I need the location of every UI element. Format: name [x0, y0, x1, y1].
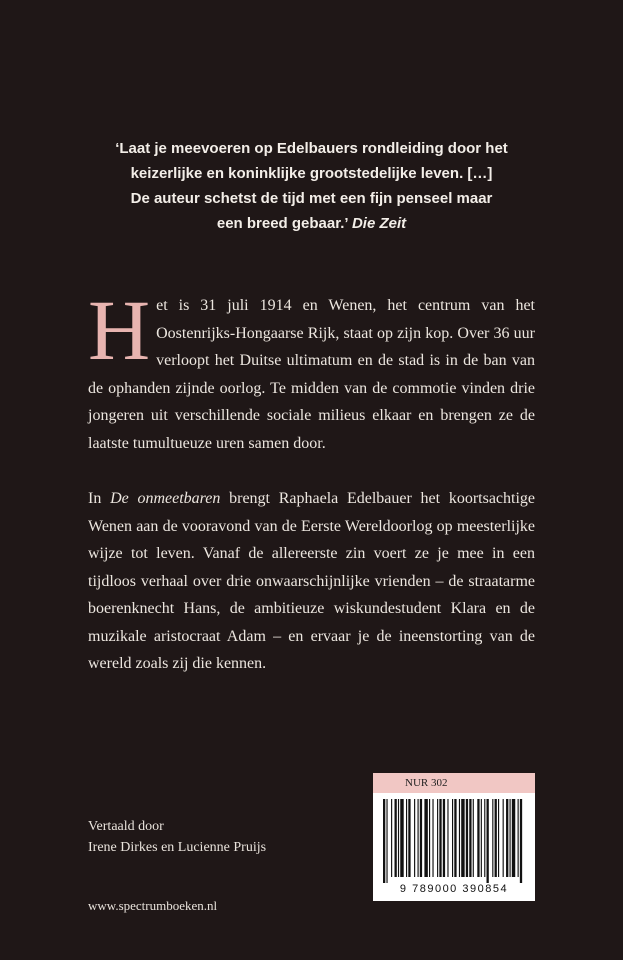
- quote-line: [100, 211, 523, 236]
- quote-line: ‘Laat je meevoeren op Edelbauers rondleiding door het: [115, 140, 508, 157]
- book-title: De onmeetbaren: [110, 490, 221, 507]
- blurb-paragraph-1: [88, 282, 535, 457]
- quote-line: De auteur schetst de tijd met een fijn penseel maar: [130, 190, 493, 207]
- drop-cap: H: [88, 282, 151, 378]
- paragraph-text: [88, 485, 535, 678]
- blurb: [88, 282, 536, 678]
- quote-line: keizerlijke en koninklijke grootstedelijke leven. […]: [130, 165, 493, 182]
- publisher-website: www.spectrumboeken.nl: [88, 898, 218, 913]
- barcode-icon: [381, 799, 527, 883]
- translator-names: Irene Dirkes en Lucienne Pruijs: [88, 840, 267, 855]
- translator-credits: [88, 816, 266, 858]
- blurb-paragraph-2: [88, 485, 535, 678]
- credits-label: Vertaald door: [88, 819, 164, 834]
- quote-source: Die Zeit: [351, 215, 407, 232]
- paragraph-body: brengt Raphaela Edelbauer het koortsachtige Wenen aan de vooravond van de Eerste Wereldoorlog op meesterlijke wijze tot leven. Vanaf de allereerste zin voert ze je mee in een tijdloos verhaal over drie onwaarschijnlijke vrienden – de straatarme boerenknecht Hans, de ambitieuze wiskundestudent Klara en de muzikale aristocraat Adam – en ervaar je de ineenstorting van de wereld zoals zij die kennen.: [88, 490, 536, 672]
- nur-label: NUR 302: [373, 773, 535, 793]
- barcode-box: [373, 773, 535, 901]
- paragraph-intro: In: [88, 490, 111, 507]
- quote-last-line: een breed gebaar.’: [216, 215, 352, 232]
- isbn-number: 9 789000 390854: [399, 883, 509, 895]
- paragraph-text: et is 31 juli 1914 en Wenen, het centrum van het Oostenrijks-Hongaarse Rijk, staat op zijn kop. Over 36 uur verloopt het Duitse ultimatum en de stad is in de ban van de ophanden zijnde oorlog. Te midden van de commotie vinden drie jongeren uit verschillende sociale milieus elkaar en brengen ze de laatste tumultueuze uren samen door.: [88, 297, 535, 452]
- cover-quote: [100, 136, 523, 236]
